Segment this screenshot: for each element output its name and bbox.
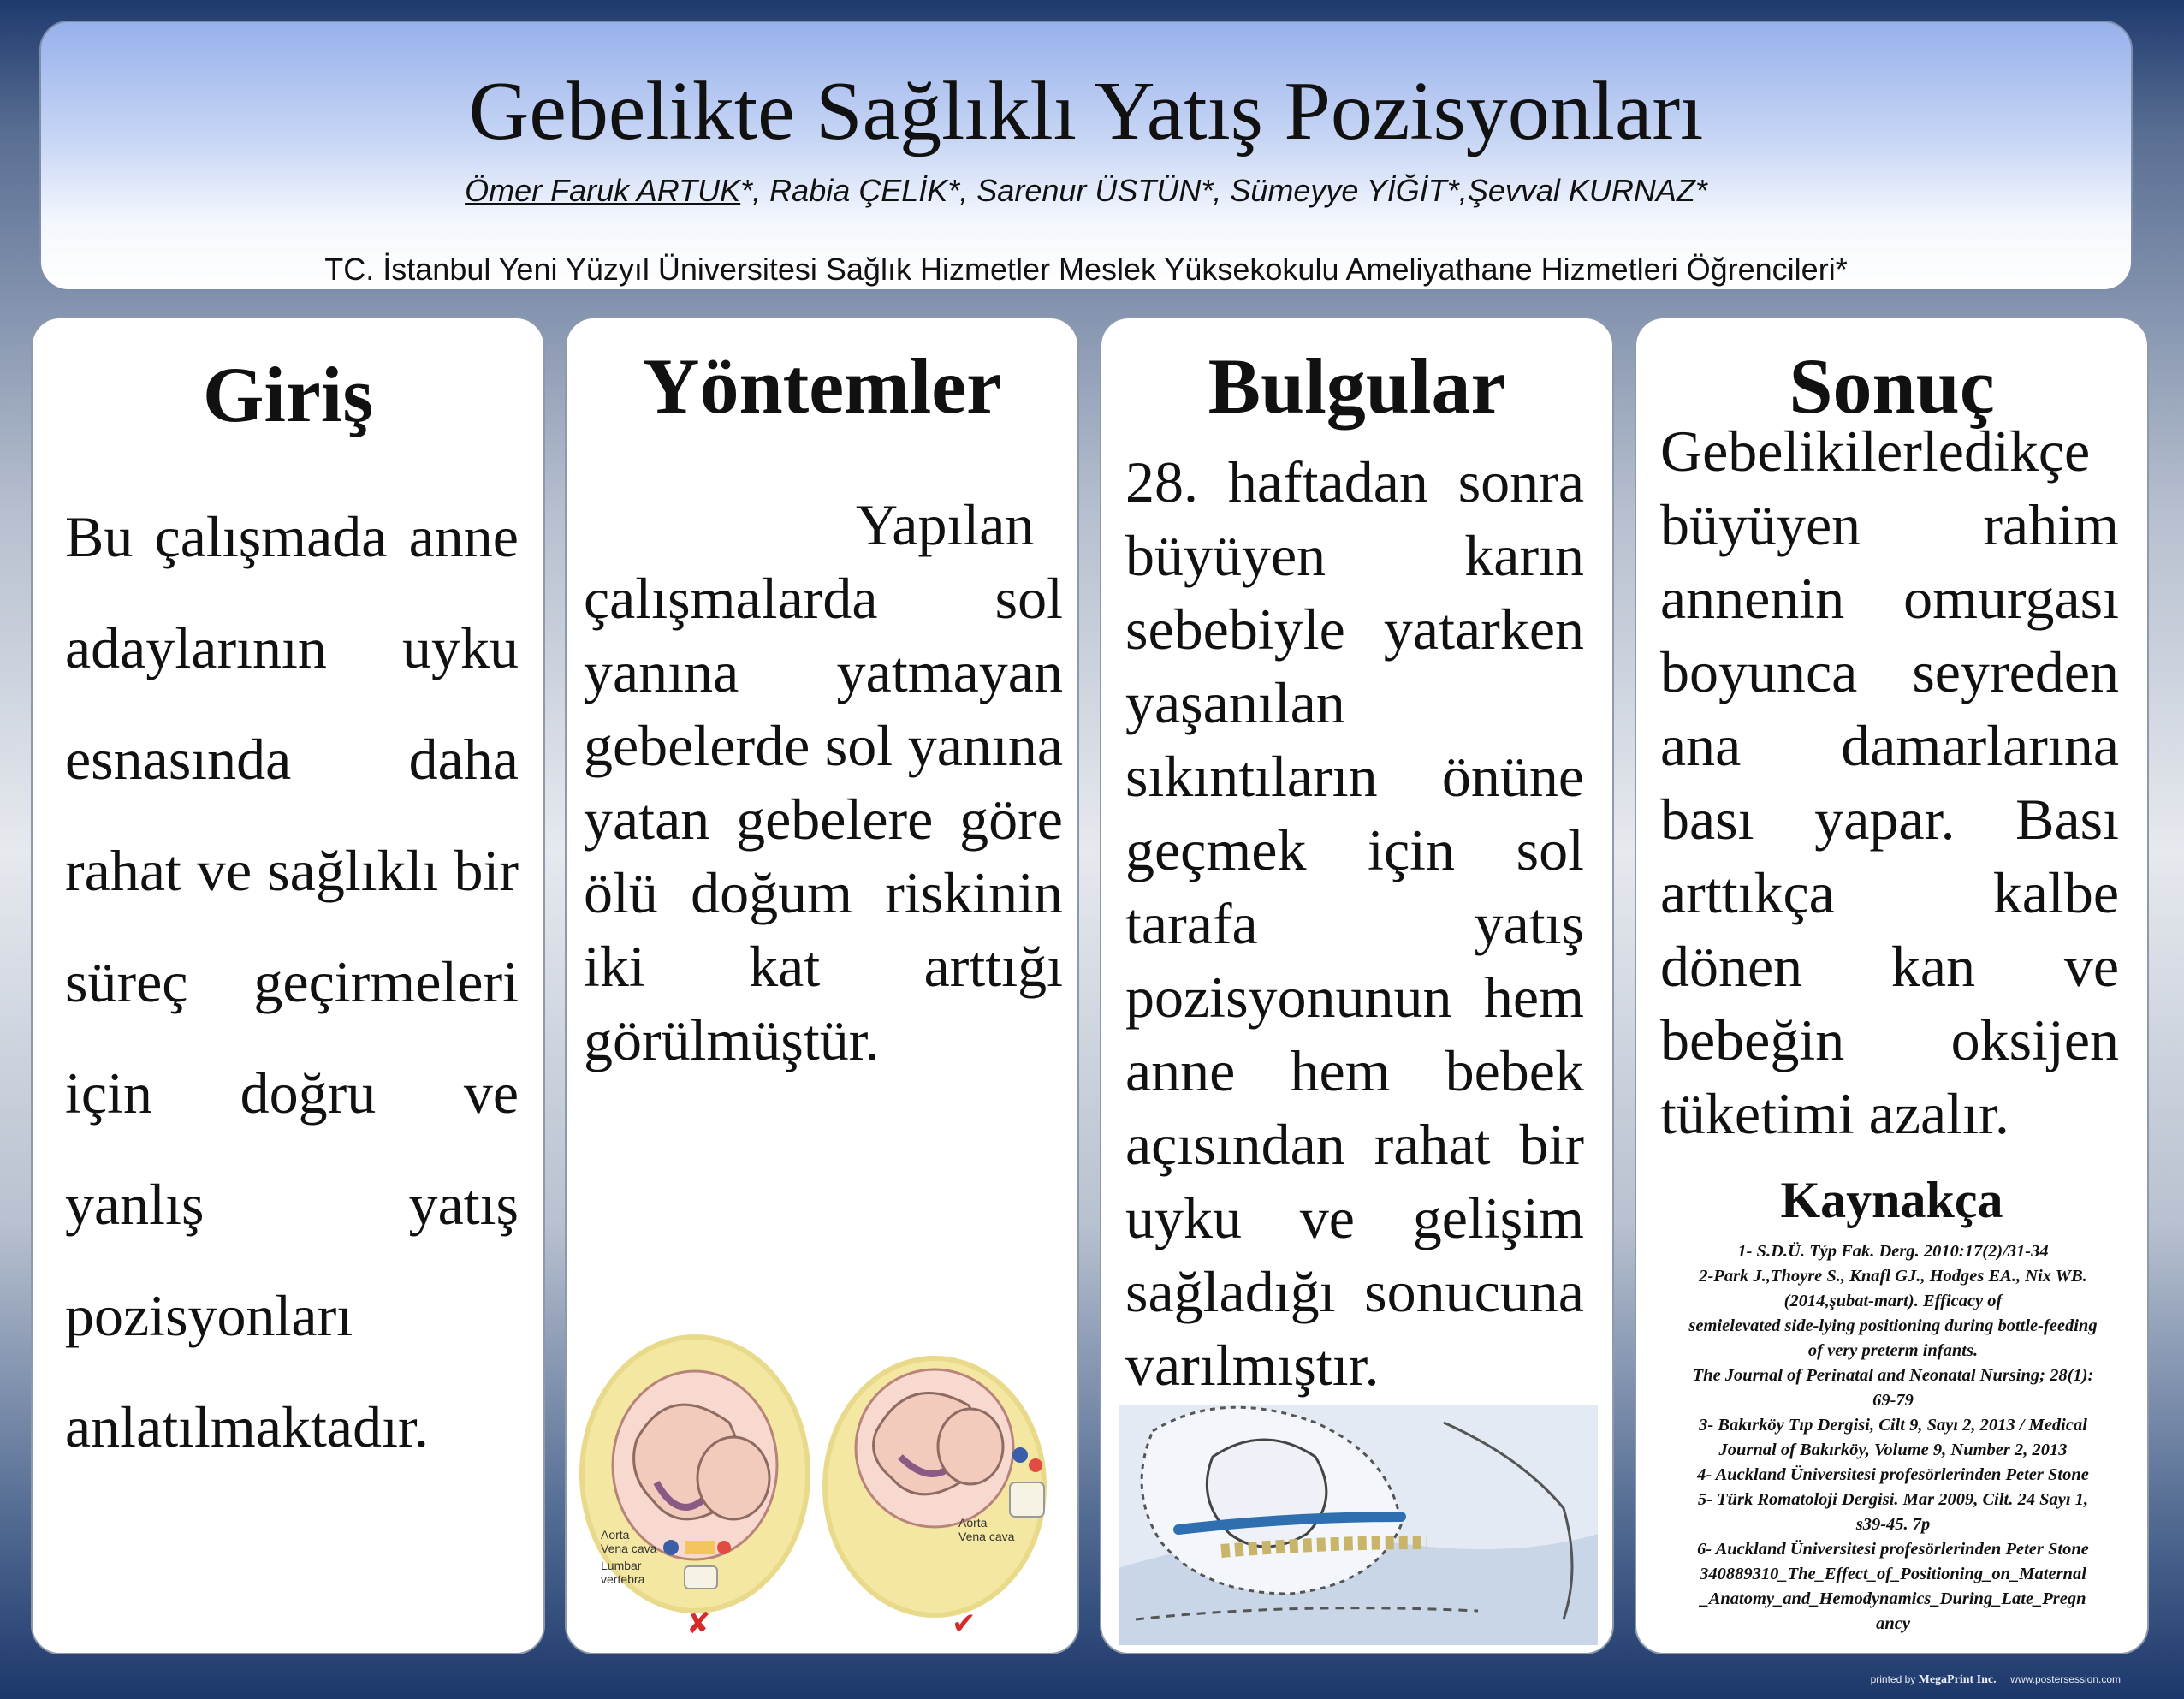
label-vertebra: vertebra [601,1572,645,1586]
printed-by-label: printed by [1870,1673,1916,1685]
reference-line: 4- Auckland Üniversitesi profesörlerinden Peter Stone [1697,1465,2089,1484]
bulgular-text: 28. haftadan sonra büyüyen karın sebebiyle yatarken yaşanılan sıkıntıların önüne geçmek için sol tarafa yatış pozisyonunun hem anne hem bebek açısından rahat bir uyku ve gelişim sağladığı sonucuna varılmıştır. [1125,449,1584,1398]
sonuc-panel [1635,317,2149,1654]
reference-line: s39-45. 7p [1855,1515,1931,1534]
reference-line: Journal of Bakırköy, Volume 9, Number 2, 2013 [1718,1441,2068,1459]
reference-line: of very preterm infants. [1807,1341,1979,1360]
printer-credit [1871,1673,2121,1687]
author-list [41,173,2131,209]
poster-header [39,21,2133,291]
reference-line: 69-79 [1872,1391,1914,1410]
reference-line: 5- Türk Romatoloji Dergisi. Mar 2009, Cilt. 24 Sayı 1, [1697,1490,2089,1509]
correct-position-mark: ✔ [952,1607,976,1641]
sleeping-position-illustration [575,1328,1071,1645]
giris-text: Bu çalışmada anne adaylarının uyku esnasında daha rahat ve sağlıklı bir süreç geçirmeleri için doğru ve yanlış yatış pozisyonları anlatılmaktadır. [65,504,519,1459]
reference-line: (2014,şubat-mart). Efficacy of [1783,1292,2003,1310]
kaynakca-title: Kaynakça [1780,1172,2003,1228]
wrong-position-mark: ✘ [686,1607,711,1641]
poster-title: Gebelikte Sağlıklı Yatış Pozisyonları [468,65,1704,157]
giris-title: Giriş [202,351,374,438]
yontemler-text: Yapılan çalışmalarda sol yanına yatmayan gebelerde sol yanına yatan gebelere göre ölü doğum riskinin iki kat arttığı görülmüştür. [584,492,1063,1072]
reference-line: 6- Auckland Üniversitesi profesörlerinden Peter Stone [1697,1540,2089,1559]
label-aorta-right: Aorta [958,1516,988,1530]
printer-company: MegaPrint Inc. [1918,1673,1997,1686]
label-lumbar: Lumbar [601,1559,642,1572]
reference-line: 2-Park J.,Thoyre S., Knafl GJ., Hodges EA., Nix WB. [1699,1267,2087,1286]
label-aorta-left: Aorta [601,1528,630,1542]
institution: TC. İstanbul Yeni Yüzyıl Üniversitesi Sağlık Hizmetler Meslek Yüksekokulu Ameliyathane Hizmetleri Öğrencileri* [324,252,1848,287]
reference-line: 340889310_The_Effect_of_Positioning_on_Maternal [1700,1565,2086,1583]
reference-line: The Journal of Perinatal and Neonatal Nursing; 28(1): [1692,1366,2094,1385]
sonuc-title: Sonuç [1789,342,1995,430]
first-author: Ömer Faruk ARTUK [465,173,741,208]
pregnant-side-lying-illustration [1119,1397,1598,1645]
reference-line: 3- Bakırköy Tıp Dergisi, Cilt 9, Sayı 2, 2013 / Medical [1699,1416,2087,1435]
giris-panel [31,317,545,1654]
sonuc-text: Gebelikilerledikçe büyüyen rahim annenin omurgası boyunca seyreden ana damarlarına bası yapar. Bası arttıkça kalbe dönen kan ve bebeğin oksijen tüketimi azalır. [1660,419,2119,1146]
bulgular-panel [1100,317,1614,1654]
reference-line: ancy [1876,1614,1910,1633]
yontemler-title: Yöntemler [643,342,1001,430]
other-authors: *, Rabia ÇELİK*, Sarenur ÜSTÜN*, Sümeyye YİĞİT*,Şevval KURNAZ* [740,173,1707,208]
label-vena-cava-right: Vena cava [958,1530,1015,1543]
label-vena-cava-left: Vena cava [601,1542,657,1555]
reference-line: semielevated side-lying positioning during bottle-feeding [1688,1316,2098,1335]
reference-list [1645,1239,2141,1637]
reference-line: 1- S.D.Ü. Týp Fak. Derg. 2010:17(2)/31-34 [1737,1242,2049,1261]
printer-url: www.postersession.com [2010,1673,2121,1685]
yontemler-panel [565,317,1079,1654]
reference-line: _Anatomy_and_Hemodynamics_During_Late_Pregn [1700,1589,2086,1608]
bulgular-title: Bulgular [1208,342,1506,430]
